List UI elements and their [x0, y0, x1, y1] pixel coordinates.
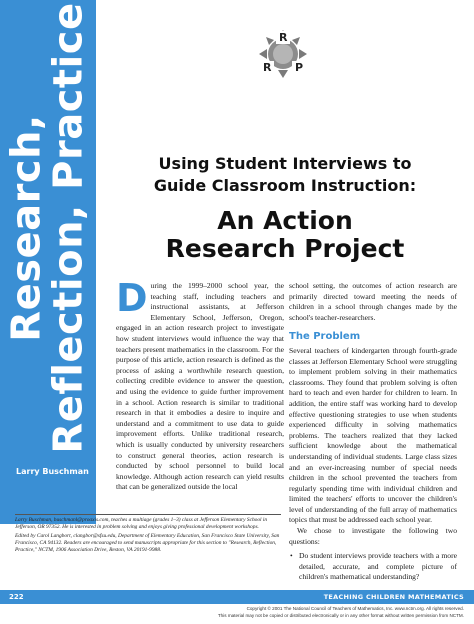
- journal-name: TEACHING CHILDREN MATHEMATICS: [323, 593, 464, 601]
- author-bio: Larry Buschman, buschmanl@proaxis.com, teaches a multiage (grades 1–3) class at Jefferson Elementary School in Jefferson, OR 97352. He is interested in problem solving and enjoys giving professional development workshops.: [15, 517, 268, 531]
- editor-note: Edited by Carol Langbort, clangbor@sfsu.edu, Department of Elementary Education, San Francisco State University, San Francisco, CA 94132. Readers are encouraged to send manuscripts appropriate for this section to "Research, Reflection, Practice," NCTM, 1906 Association Drive, Reston, VA 20191-9988.: [15, 533, 280, 554]
- author-note: [15, 517, 281, 554]
- article-subtitle-line-1: Using Student Interviews to: [158, 154, 412, 173]
- copyright-line-1: Copyright © 2001 The National Council of Teachers of Mathematics, Inc. www.nctm.org. All rights reserved.: [246, 606, 464, 611]
- page-number: 222: [9, 593, 24, 601]
- article-column-right: [289, 281, 457, 583]
- intro-paragraph: uring the 1999–2000 school year, the teaching staff, including teachers and instructional assistants, at Jefferson Elementary School, Jefferson, Oregon, engaged in an action research project to investigate how student interviews would influence the way that teachers present mathematics in the classroom. For the purpose of this article, action research is defined as the process of asking a worthwhile research question, collecting credible evidence to answer the question, and using the evidence to guide further improvement in a school. Action research is similar to traditional research in that it embodies a desire to inquire and understand and a commitment to use data to guide improvement efforts. Unlike traditional research, which is usually conducted by university researchers to construct general theories, action research is conducted by school personnel to build local knowledge. Although action research can yield results that can be generalized outside the local: [116, 281, 284, 492]
- sidebar-title-line-1: Research,: [4, 114, 50, 342]
- article-title-line-1: An Action: [217, 206, 353, 235]
- author-byline: Larry Buschman: [16, 467, 89, 476]
- logo-letter-top: R: [279, 31, 288, 44]
- copyright-line-2: This material may not be copied or distributed electronically or in any other format without written permission from NCTM.: [217, 613, 464, 618]
- sidebar-title: [4, 2, 92, 454]
- question-bullet-1: [289, 551, 457, 583]
- sidebar-band: [0, 0, 96, 524]
- question-text: Do student interviews provide teachers with a more detailed, accurate, and complete picture of children's mathematical understanding?: [299, 551, 457, 582]
- logo-letter-right: P: [295, 61, 304, 74]
- article-column-left: [116, 276, 284, 493]
- drop-cap: D: [116, 276, 148, 320]
- bullet-icon: •: [290, 551, 293, 561]
- sidebar-title-line-2: Reflection, Practice: [46, 2, 92, 454]
- questions-intro-paragraph: We chose to investigate the following two questions:: [289, 526, 457, 546]
- section-heading-problem: The Problem: [289, 331, 361, 343]
- rrp-logo-icon: [257, 28, 309, 80]
- article-title-line-2: Research Project: [165, 234, 405, 263]
- intro-continued-paragraph: school setting, the outcomes of action research are primarily directed toward meeting the needs of children in a school through changes made by the school's teacher-researchers.: [289, 281, 457, 322]
- logo-letter-left: R: [263, 61, 272, 74]
- problem-paragraph: Several teachers of kindergarten through fourth-grade classes at Jefferson Elementary School were struggling to implement problem solving in their mathematics classrooms. They found that problem solving is often hard to teach and even harder for children to learn. In addition, the entire staff was working hard to develop effective questioning strategies to use when students experienced difficulty in solving mathematics problems. The teachers realized that they lacked sufficient knowledge about the mathematical understanding of individual students. Large class sizes and an ever-increasing number of special needs children in the school prevented the teachers from regularly spending time with individual children and limited the teachers' efforts to uncover the children's level of understanding of the full array of mathematics topics that must be addressed each school year.: [289, 345, 457, 525]
- article-subtitle-line-2: Guide Classroom Instruction:: [153, 176, 417, 195]
- author-note-divider: [15, 514, 281, 515]
